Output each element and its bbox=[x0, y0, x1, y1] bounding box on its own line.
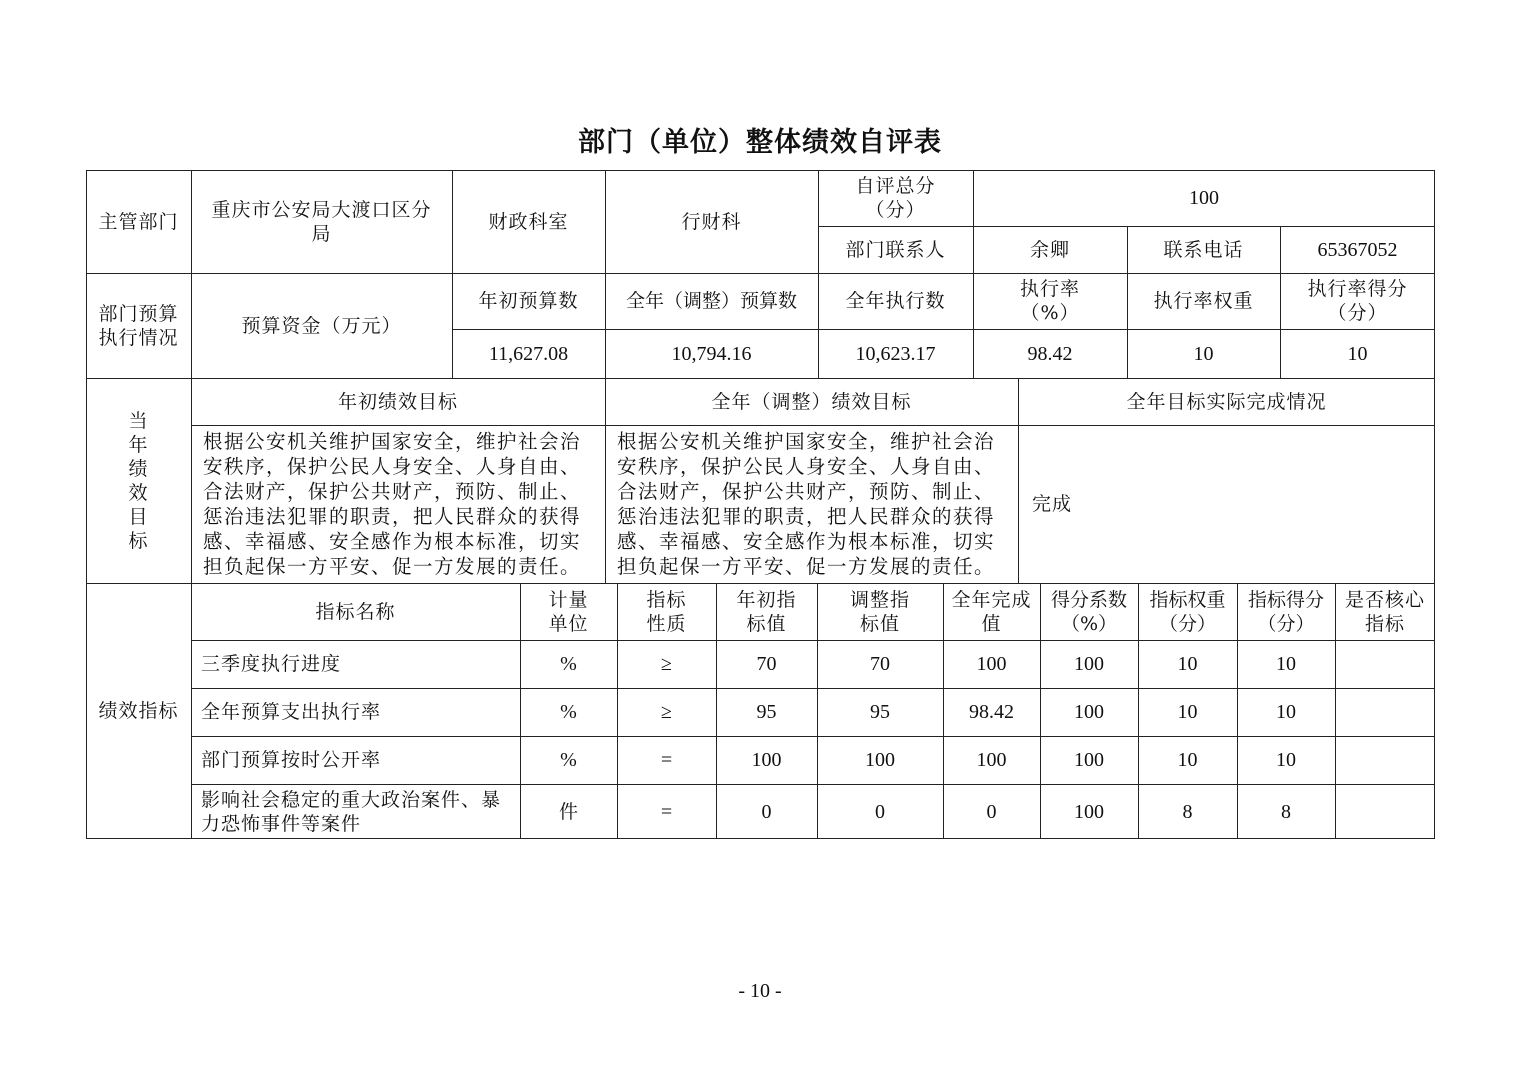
indicator-name-cell: 影响社会稳定的重大政治案件、暴力恐怖事件等案件 bbox=[201, 788, 502, 835]
indicator-nature-cell: ≥ bbox=[661, 701, 672, 723]
budget-header: 年初预算数 bbox=[478, 290, 579, 312]
indicator-header: 指标权重（分） bbox=[1149, 588, 1226, 635]
indicator-initial-cell: 95 bbox=[756, 701, 777, 723]
page-title: 部门（单位）整体绩效自评表 bbox=[578, 127, 942, 158]
actual-goal-text: 完成 bbox=[1032, 493, 1073, 515]
self-score-value: 100 bbox=[1189, 187, 1219, 209]
indicator-header: 年初指标值 bbox=[736, 588, 797, 635]
indicator-adjusted-cell: 70 bbox=[870, 653, 890, 675]
budget-value: 10,623.17 bbox=[855, 342, 936, 365]
budget-value: 10 bbox=[1347, 342, 1368, 365]
indicator-core-cell bbox=[1335, 784, 1435, 839]
indicator-coef-cell: 100 bbox=[1074, 653, 1104, 675]
phone-label: 联系电话 bbox=[1163, 238, 1244, 261]
office-name: 财政科室 bbox=[488, 210, 569, 233]
indicator-core-cell bbox=[1335, 736, 1435, 784]
indicator-weight-cell: 10 bbox=[1177, 701, 1198, 723]
indicator-score-cell: 10 bbox=[1276, 701, 1296, 723]
indicator-unit-cell: % bbox=[560, 701, 577, 723]
indicator-actual-cell: 100 bbox=[976, 749, 1007, 771]
contact-name: 余卿 bbox=[1029, 238, 1070, 261]
indicator-name-cell: 三季度执行进度 bbox=[201, 653, 342, 675]
indicator-header: 全年完成值 bbox=[951, 588, 1032, 635]
indicator-coef-cell: 100 bbox=[1074, 800, 1104, 823]
budget-value: 11,627.08 bbox=[488, 342, 569, 365]
indicator-actual-cell: 100 bbox=[976, 653, 1007, 675]
indicator-header: 指标名称 bbox=[315, 600, 396, 623]
indicator-score-cell: 8 bbox=[1281, 800, 1291, 823]
budget-header: 执行率（%） bbox=[1019, 278, 1080, 324]
indicator-core-cell bbox=[1335, 640, 1435, 688]
dept-name: 重庆市公安局大渡口区分局 bbox=[211, 198, 432, 245]
budget-value: 98.42 bbox=[1027, 342, 1073, 365]
budget-value: 10 bbox=[1193, 342, 1214, 365]
indicator-coef-cell: 100 bbox=[1074, 749, 1104, 771]
indicator-adjusted-cell: 0 bbox=[875, 800, 885, 823]
indicator-actual-cell: 98.42 bbox=[969, 701, 1014, 723]
adjusted-goal-header: 全年（调整）绩效目标 bbox=[711, 390, 912, 413]
indicator-nature-cell: = bbox=[660, 749, 673, 771]
indicator-weight-cell: 8 bbox=[1182, 800, 1193, 823]
goals-section-label: 当年绩效目标 bbox=[128, 409, 149, 552]
self-score-label: 自评总分（分） bbox=[855, 175, 936, 221]
indicator-header: 是否核心指标 bbox=[1344, 588, 1425, 635]
indicator-header: 计量单位 bbox=[548, 588, 589, 635]
budget-header: 全年（调整）预算数 bbox=[625, 290, 797, 312]
contact-label: 部门联系人 bbox=[845, 238, 946, 261]
indicators-section-label: 绩效指标 bbox=[98, 700, 179, 722]
actual-goal-header: 全年目标实际完成情况 bbox=[1126, 390, 1327, 413]
budget-header: 执行率权重 bbox=[1153, 290, 1254, 312]
indicator-score-cell: 10 bbox=[1276, 749, 1296, 771]
page-number: - 10 - bbox=[738, 980, 782, 1002]
indicator-weight-cell: 10 bbox=[1177, 653, 1198, 675]
indicator-initial-cell: 100 bbox=[751, 749, 782, 771]
indicator-header: 调整指标值 bbox=[849, 588, 910, 635]
indicator-actual-cell: 0 bbox=[986, 800, 997, 823]
dept-label: 主管部门 bbox=[98, 210, 179, 233]
indicator-header: 得分系数（%） bbox=[1050, 588, 1127, 635]
budget-header: 全年执行数 bbox=[845, 290, 946, 312]
indicator-adjusted-cell: 95 bbox=[870, 701, 890, 723]
indicator-unit-cell: % bbox=[560, 749, 577, 771]
indicator-unit-cell: 件 bbox=[558, 800, 578, 823]
indicator-name-cell: 全年预算支出执行率 bbox=[201, 701, 382, 723]
indicator-weight-cell: 10 bbox=[1177, 749, 1198, 771]
budget-value: 10,794.16 bbox=[671, 342, 752, 365]
initial-goal-text: 根据公安机关维护国家安全，维护社会治安秩序，保护公民人身安全、人身自由、合法财产，保护公共财产，预防、制止、惩治违法犯罪的职责，把人民群众的获得感、幸福感、安全感作为根本标准，切实担负起保一方平安、促一方发展的责任。 bbox=[203, 430, 582, 578]
budget-header: 执行率得分（分） bbox=[1307, 278, 1408, 324]
indicator-core-cell bbox=[1335, 688, 1435, 736]
initial-goal-header: 年初绩效目标 bbox=[337, 390, 458, 413]
adjusted-goal-text: 根据公安机关维护国家安全，维护社会治安秩序，保护公民人身安全、人身自由、合法财产，保护公共财产，预防、制止、惩治违法犯罪的职责，把人民群众的获得感、幸福感、安全感作为根本标准，切实担负起保一方平安、促一方发展的责任。 bbox=[617, 430, 996, 578]
indicator-name-cell: 部门预算按时公开率 bbox=[201, 749, 382, 771]
indicator-initial-cell: 0 bbox=[761, 800, 772, 823]
indicator-nature-cell: ≥ bbox=[661, 653, 672, 675]
indicator-coef-cell: 100 bbox=[1074, 701, 1104, 723]
phone-value: 65367052 bbox=[1317, 238, 1398, 261]
indicator-adjusted-cell: 100 bbox=[865, 749, 895, 771]
indicator-header: 指标得分（分） bbox=[1247, 588, 1324, 635]
indicator-nature-cell: = bbox=[660, 800, 673, 823]
indicator-header: 指标性质 bbox=[646, 588, 687, 635]
fund-label: 预算资金（万元） bbox=[241, 314, 402, 337]
section-name: 行财科 bbox=[681, 210, 742, 233]
indicator-score-cell: 10 bbox=[1276, 653, 1296, 675]
indicator-unit-cell: % bbox=[560, 653, 577, 675]
indicator-initial-cell: 70 bbox=[756, 653, 777, 675]
budget-section-label: 部门预算执行情况 bbox=[98, 302, 179, 349]
